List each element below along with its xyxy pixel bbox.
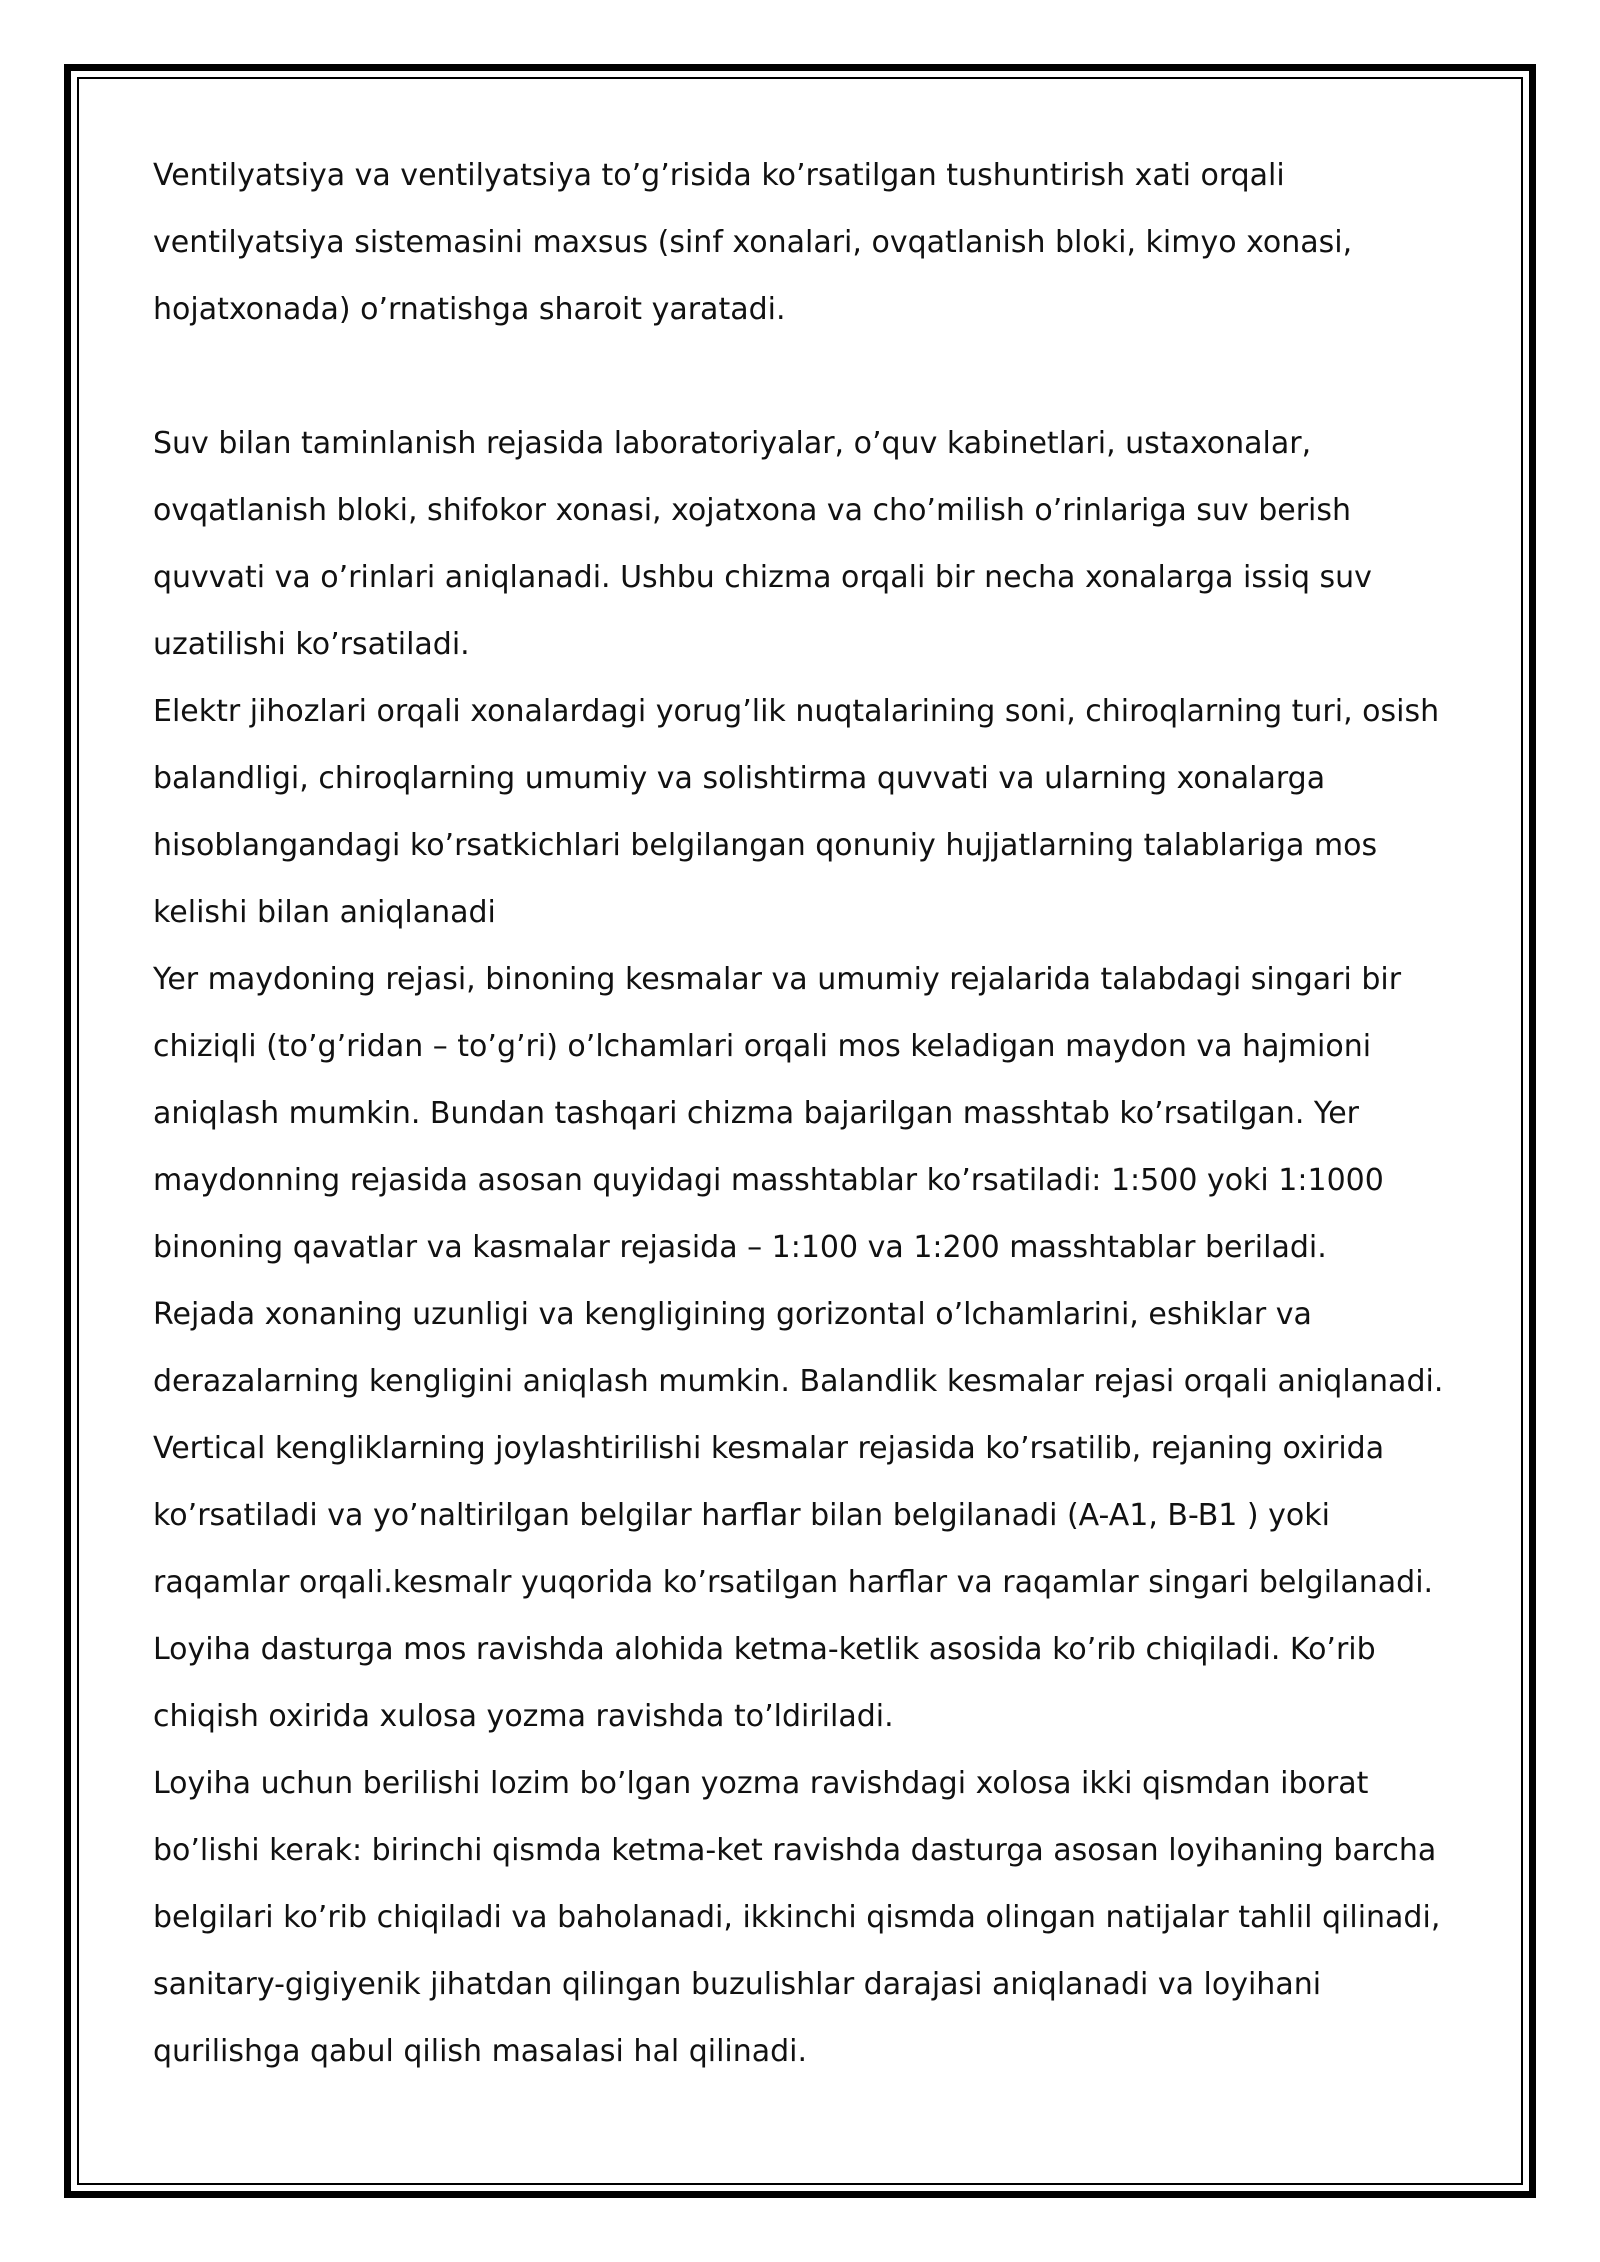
paragraph-electrical: Elektr jihozlari orqali xonalardagi yorug’lik nuqtalarining soni, chiroqlarning turi, osish balandligi, chiroqlarning umumiy va solishtirma quvvati va ularning xonalarga hisoblangandagi ko’rsatkichlari belgilangan qonuniy hujjatlarning talablariga mos kelishi bilan aniqlanadi <box>153 694 1440 930</box>
paragraph-water-supply: Suv bilan taminlanish rejasida laboratoriyalar, o’quv kabinetlari, ustaxonalar, ovqatlanish bloki, shifokor xonasi, xojatxona va cho’milish o’rinlariga suv berish quvvati va o’rinlari aniqlanadi. Ushbu chizma orqali bir necha xonalarga issiq suv uzatilishi ko’rsatiladi. <box>153 426 1372 662</box>
paragraph-room-dimensions: Rejada xonaning uzunligi va kengligining gorizontal o’lchamlarini, eshiklar va derazalarning kengligini aniqlash mumkin. Balandlik kesmalar rejasi orqali aniqlanadi. Vertical kengliklarning joylashtirilishi kesmalar rejasida ko’rsatilib, rejaning oxirida ko’rsatiladi va yo’naltirilgan belgilar harflar bilan belgilanadi (A-A1, B-B1 ) yoki raqamlar orqali.kesmalr yuqorida ko’rsatilgan harflar va raqamlar singari belgilanadi. <box>153 1297 1444 1600</box>
paragraph-conclusion: Loyiha uchun berilishi lozim bo’lgan yozma ravishdagi xolosa ikki qismdan iborat bo’lishi kerak: birinchi qismda ketma-ket ravishda dasturga asosan loyihaning barcha belgilari ko’rib chiqiladi va baholanadi, ikkinchi qismda olingan natijalar tahlil qilinadi, sanitary-gigiyenik jihatdan qilingan buzulishlar darajasi aniqlanadi va loyihani qurilishga qabul qilish masalasi hal qilinadi. <box>153 1766 1441 2069</box>
document-body <box>153 142 1463 2085</box>
paragraph-project-review: Loyiha dasturga mos ravishda alohida ketma-ketlik asosida ko’rib chiqiladi. Ko’rib chiqish oxirida xulosa yozma ravishda to’ldiriladi. <box>153 1632 1376 1734</box>
paragraph-site-plan: Yer maydoning rejasi, binoning kesmalar va umumiy rejalarida talabdagi singari bir chiziqli (to’g’ridan – to’g’ri) o’lchamlari orqali mos keladigan maydon va hajmioni aniqlash mumkin. Bundan tashqari chizma bajarilgan masshtab ko’rsatilgan. Yer maydonning rejasida asosan quyidagi masshtablar ko’rsatiladi: 1:500 yoki 1:1000 binoning qavatlar va kasmalar rejasida – 1:100 va 1:200 masshtablar beriladi. <box>153 962 1402 1265</box>
paragraph-ventilation: Ventilyatsiya va ventilyatsiya to’g’risida ko’rsatilgan tushuntirish xati orqali ventilyatsiya sistemasini maxsus (sinf xonalari, ovqatlanish bloki, kimyo xonasi, hojatxonada) o’rnatishga sharoit yaratadi. <box>153 158 1353 327</box>
